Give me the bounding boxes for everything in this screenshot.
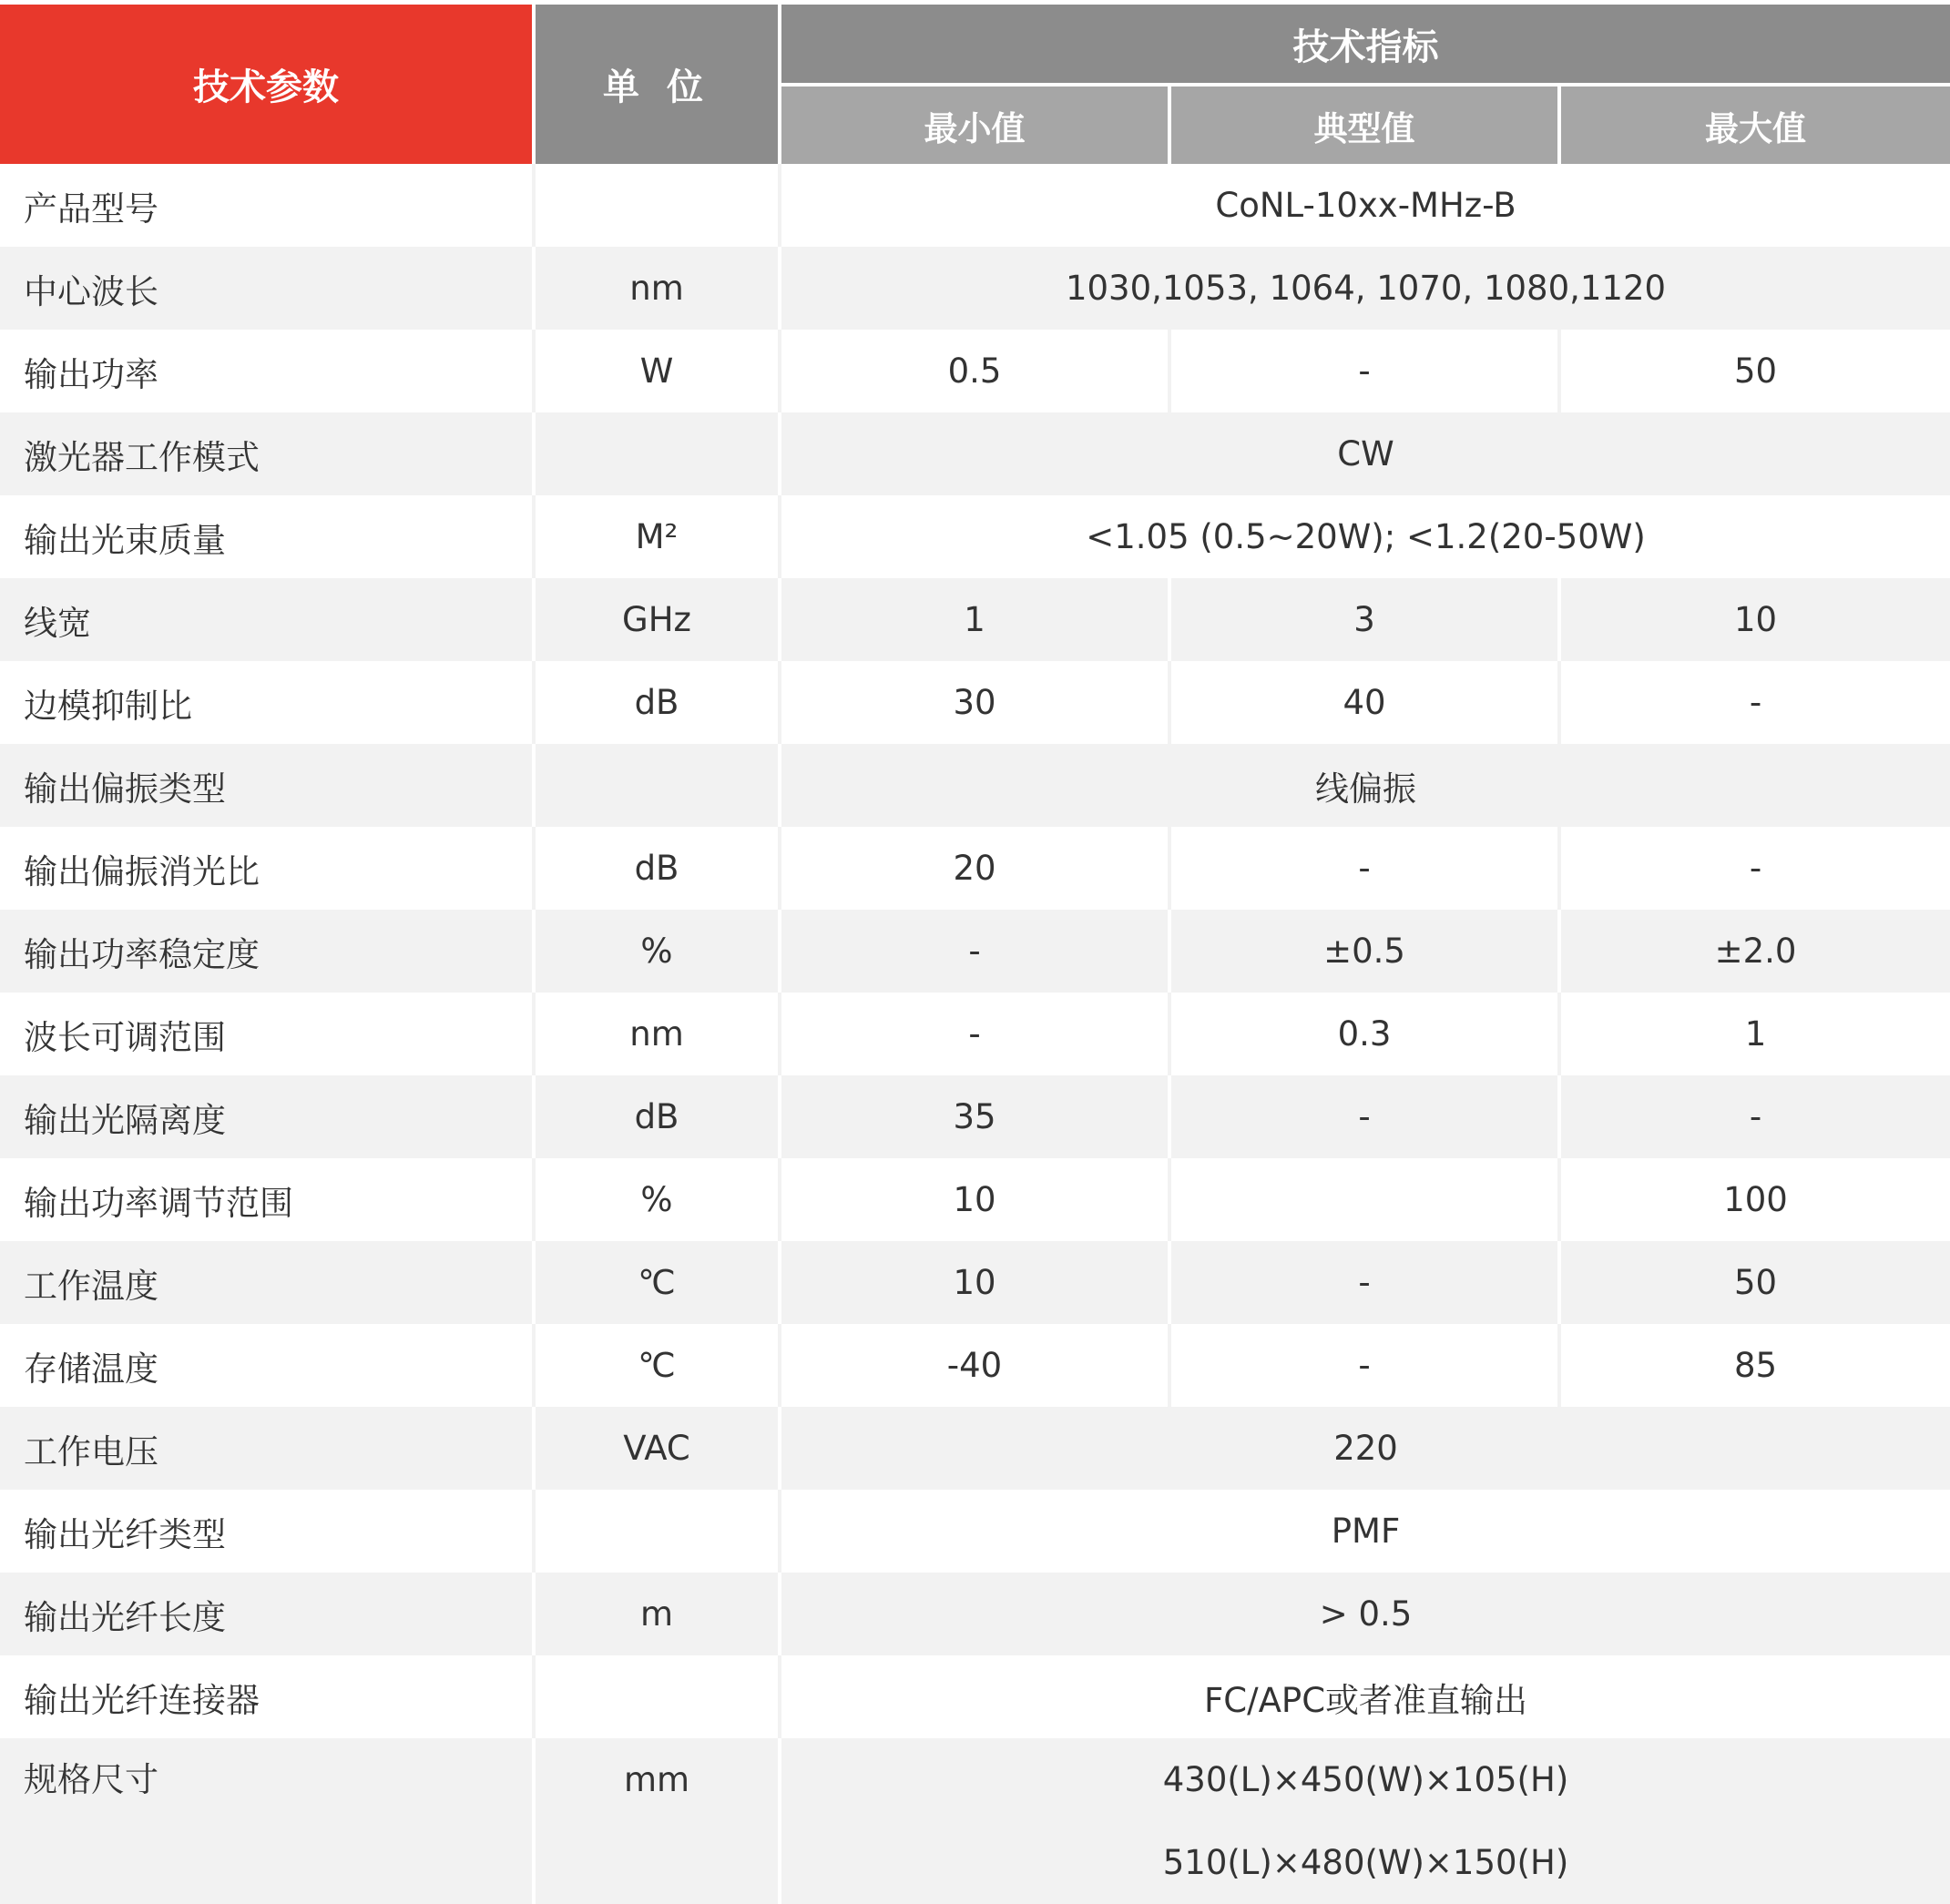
- row-value: PMF: [781, 1490, 1950, 1573]
- row-min: 30: [781, 661, 1171, 744]
- table-row: [0, 164, 1950, 247]
- row-unit: %: [536, 910, 781, 993]
- table-row: [0, 330, 1950, 412]
- row-max: -: [1561, 1075, 1950, 1158]
- table-row: [0, 1573, 1950, 1655]
- table-header: [0, 5, 1950, 164]
- row-unit: ℃: [536, 1241, 781, 1324]
- row-typ: -: [1171, 827, 1561, 910]
- header-spec-group: 技术指标: [781, 5, 1950, 87]
- header-param: 技术参数: [0, 5, 536, 164]
- row-unit: dB: [536, 1075, 781, 1158]
- table-row: [0, 1407, 1950, 1490]
- row-value: 1030,1053, 1064, 1070, 1080,1120: [781, 247, 1950, 330]
- table-row: [0, 578, 1950, 661]
- header-unit: 单 位: [536, 5, 781, 164]
- row-param: 输出功率: [0, 330, 536, 412]
- row-max: 10: [1561, 578, 1950, 661]
- row-unit: M²: [536, 495, 781, 578]
- table-row: [0, 910, 1950, 993]
- row-max: ±2.0: [1561, 910, 1950, 993]
- row-value: <1.05 (0.5~20W); <1.2(20-50W): [781, 495, 1950, 578]
- row-unit-text: mm: [623, 1760, 690, 1799]
- row-param: 输出光纤长度: [0, 1573, 536, 1655]
- row-unit: dB: [536, 827, 781, 910]
- row-max: 50: [1561, 330, 1950, 412]
- row-unit: VAC: [536, 1407, 781, 1490]
- row-param: 输出光隔离度: [0, 1075, 536, 1158]
- row-typ: ±0.5: [1171, 910, 1561, 993]
- table-row: [0, 412, 1950, 495]
- table-row: [0, 1738, 1950, 1904]
- row-value: FC/APC或者准直输出: [781, 1655, 1950, 1738]
- table-row: [0, 1655, 1950, 1738]
- row-param: 波长可调范围: [0, 993, 536, 1075]
- row-min: -40: [781, 1324, 1171, 1407]
- row-param: 输出偏振类型: [0, 744, 536, 827]
- table-row: [0, 1324, 1950, 1407]
- table-row: [0, 827, 1950, 910]
- row-param: [0, 1738, 536, 1904]
- row-max: 1: [1561, 993, 1950, 1075]
- row-unit: ℃: [536, 1324, 781, 1407]
- row-param: 输出偏振消光比: [0, 827, 536, 910]
- row-max: 50: [1561, 1241, 1950, 1324]
- header-min: 最小值: [781, 87, 1171, 164]
- row-param: 输出功率稳定度: [0, 910, 536, 993]
- row-unit: [536, 1738, 781, 1904]
- row-max: -: [1561, 661, 1950, 744]
- row-max: 100: [1561, 1158, 1950, 1241]
- header-typ: 典型值: [1171, 87, 1561, 164]
- row-unit: %: [536, 1158, 781, 1241]
- table-row: [0, 1241, 1950, 1324]
- row-typ: 0.3: [1171, 993, 1561, 1075]
- row-min: -: [781, 910, 1171, 993]
- row-param: 工作电压: [0, 1407, 536, 1490]
- row-unit: GHz: [536, 578, 781, 661]
- row-value: CW: [781, 412, 1950, 495]
- row-min: 35: [781, 1075, 1171, 1158]
- table-row: [0, 993, 1950, 1075]
- row-value: 线偏振: [781, 744, 1950, 827]
- table-row: [0, 744, 1950, 827]
- row-param: 输出光束质量: [0, 495, 536, 578]
- row-param: 输出功率调节范围: [0, 1158, 536, 1241]
- row-param: 工作温度: [0, 1241, 536, 1324]
- row-unit: [536, 744, 781, 827]
- row-typ: -: [1171, 330, 1561, 412]
- dimension-line-1: 430(L)×450(W)×105(H): [1162, 1760, 1569, 1799]
- row-unit: nm: [536, 993, 781, 1075]
- table-row: [0, 1158, 1950, 1241]
- spec-table: [0, 5, 1950, 1904]
- row-typ: 3: [1171, 578, 1561, 661]
- row-unit: [536, 412, 781, 495]
- row-min: 0.5: [781, 330, 1171, 412]
- row-unit: m: [536, 1573, 781, 1655]
- row-value: 220: [781, 1407, 1950, 1490]
- row-min: 1: [781, 578, 1171, 661]
- row-param: 中心波长: [0, 247, 536, 330]
- row-typ: -: [1171, 1241, 1561, 1324]
- table-row: [0, 661, 1950, 744]
- row-min: 10: [781, 1241, 1171, 1324]
- table-row: [0, 1490, 1950, 1573]
- row-typ: -: [1171, 1324, 1561, 1407]
- row-unit: [536, 1490, 781, 1573]
- row-value: [781, 1738, 1950, 1904]
- row-value: > 0.5: [781, 1573, 1950, 1655]
- row-param: 激光器工作模式: [0, 412, 536, 495]
- row-param: 边模抑制比: [0, 661, 536, 744]
- row-param: 输出光纤类型: [0, 1490, 536, 1573]
- row-value: CoNL-10xx-MHz-B: [781, 164, 1950, 247]
- row-typ: -: [1171, 1075, 1561, 1158]
- table-row: [0, 495, 1950, 578]
- row-typ: [1171, 1158, 1561, 1241]
- row-param: 线宽: [0, 578, 536, 661]
- row-param: 存储温度: [0, 1324, 536, 1407]
- row-max: -: [1561, 827, 1950, 910]
- row-unit: dB: [536, 661, 781, 744]
- row-max: 85: [1561, 1324, 1950, 1407]
- row-min: -: [781, 993, 1171, 1075]
- row-unit: [536, 164, 781, 247]
- row-unit: [536, 1655, 781, 1738]
- row-typ: 40: [1171, 661, 1561, 744]
- row-unit: nm: [536, 247, 781, 330]
- row-param: 产品型号: [0, 164, 536, 247]
- row-min: 10: [781, 1158, 1171, 1241]
- row-unit: W: [536, 330, 781, 412]
- table-body: [0, 164, 1950, 1904]
- row-min: 20: [781, 827, 1171, 910]
- header-max: 最大值: [1561, 87, 1950, 164]
- table-row: [0, 1075, 1950, 1158]
- row-param: 输出光纤连接器: [0, 1655, 536, 1738]
- table-row: [0, 247, 1950, 330]
- dimension-line-2: 510(L)×480(W)×150(H): [1162, 1843, 1569, 1882]
- row-param-text: 规格尺寸: [24, 1760, 158, 1799]
